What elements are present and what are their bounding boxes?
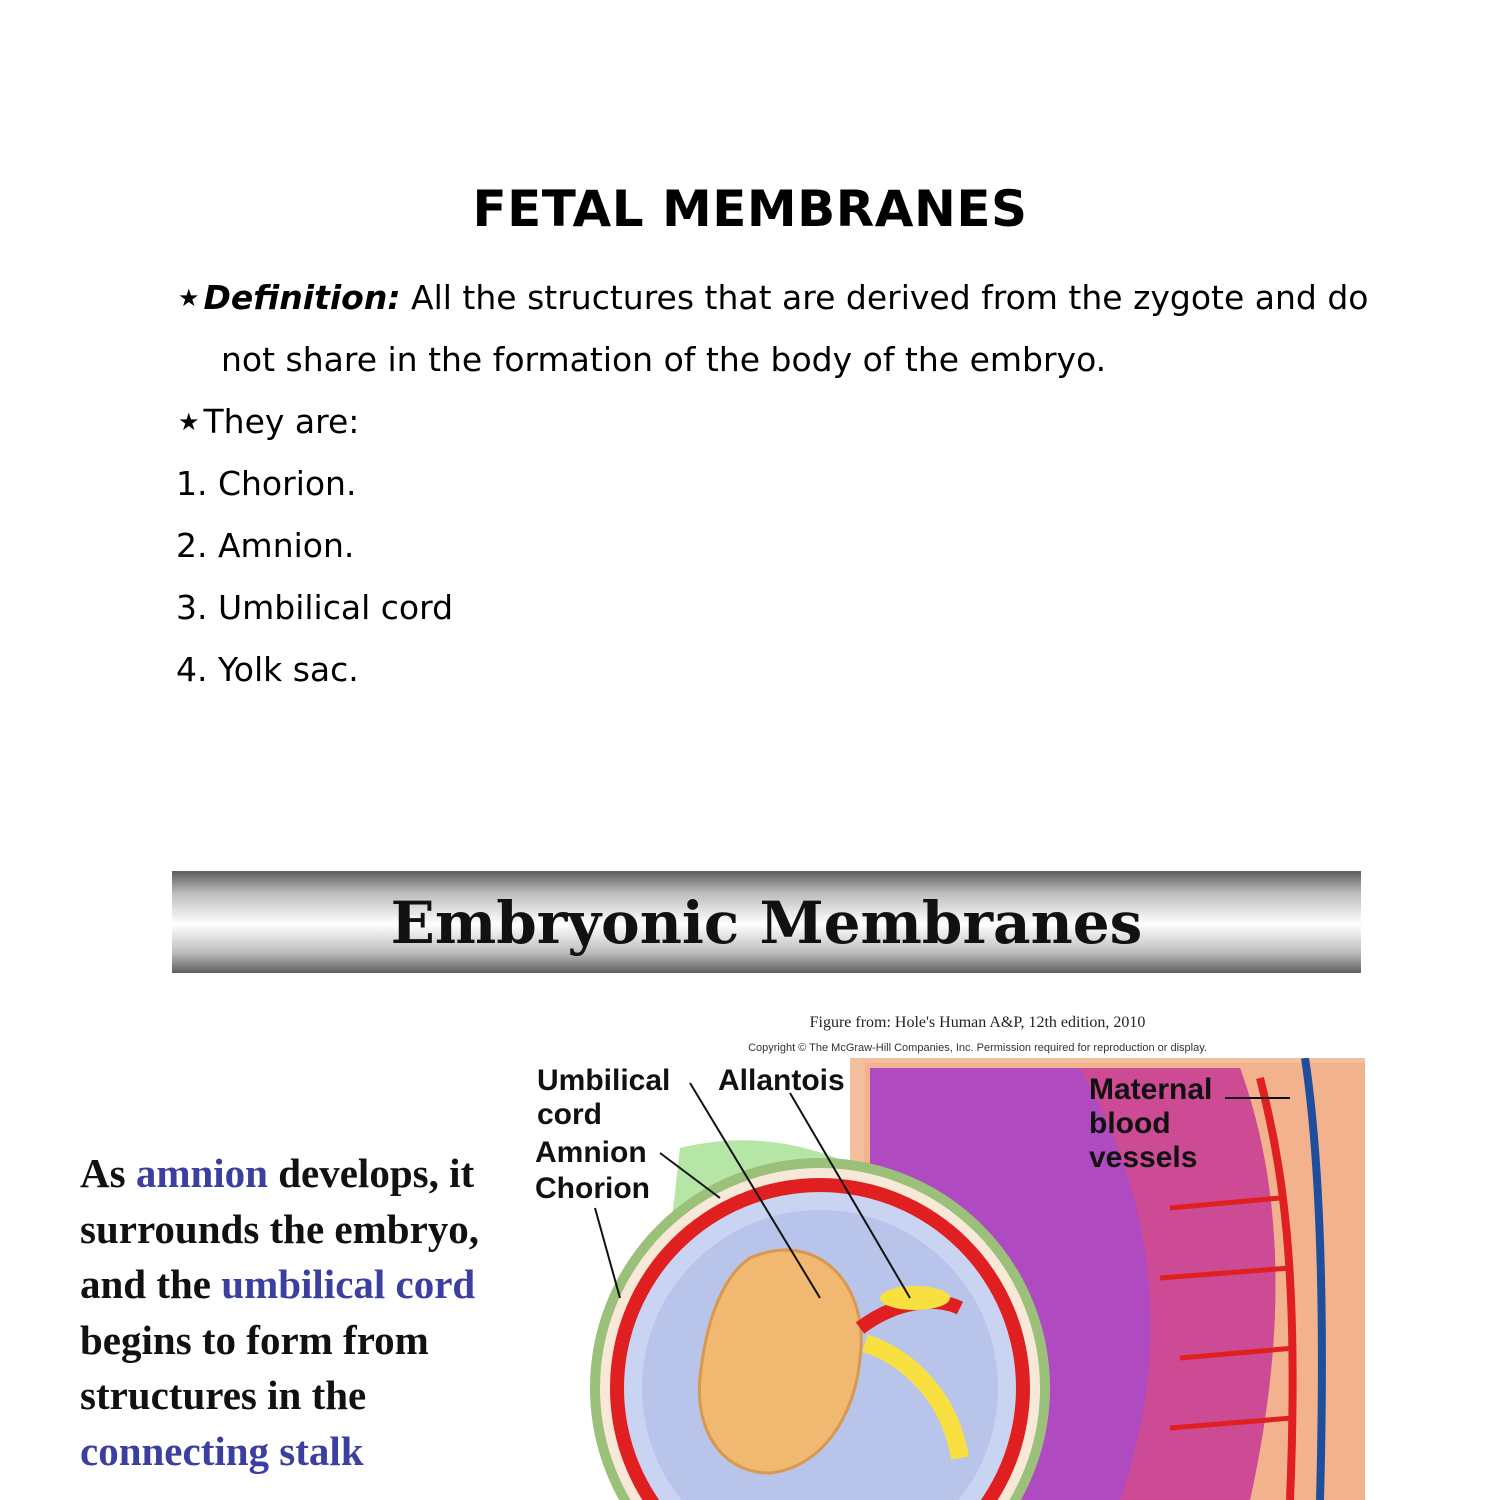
label-maternal-blood-vessels (1089, 1073, 1212, 1175)
definition-label: Definition: (203, 278, 401, 317)
slide-title: Embryonic Membranes (390, 889, 1143, 957)
label-text: Umbilical (537, 1064, 671, 1097)
definition-line-2: not share in the formation of the body of the embryo. (221, 340, 1107, 379)
label-chorion: Chorion (535, 1172, 650, 1205)
label-umbilical-cord (537, 1064, 670, 1132)
list-item: 2. Amnion. (176, 526, 355, 565)
body-text-part: As (80, 1150, 136, 1196)
body-text-part: begins to form from structures in the (80, 1316, 429, 1418)
label-text: Maternal (1089, 1073, 1213, 1106)
page-title: FETAL MEMBRANES (472, 180, 1028, 238)
definition-text-1: All the structures that are derived from the zygote and do (411, 278, 1369, 317)
star-bullet-icon: ★ (178, 408, 200, 436)
highlight-connecting-stalk: connecting stalk (80, 1427, 364, 1474)
slide-banner (172, 871, 1361, 973)
they-are-line (178, 402, 359, 441)
embryo-figure (520, 1058, 1370, 1500)
label-allantois: Allantois (718, 1064, 845, 1097)
label-text: vessels (1089, 1141, 1198, 1174)
star-bullet-icon: ★ (178, 284, 200, 312)
label-amnion: Amnion (535, 1136, 647, 1169)
label-text: blood (1089, 1107, 1171, 1140)
figure-caption: Figure from: Hole's Human A&P, 12th edition, 2010 (809, 1014, 1146, 1031)
list-item: 1. Chorion. (176, 464, 357, 503)
list-item: 3. Umbilical cord (176, 588, 454, 627)
slide-body-text (80, 1146, 510, 1479)
label-text: cord (537, 1098, 603, 1131)
highlight-umbilical-cord: umbilical cord (221, 1261, 476, 1307)
list-item: 4. Yolk sac. (176, 650, 359, 689)
body-text-part: develops, it surrounds the embryo, and the (80, 1150, 480, 1307)
they-are-text: They are: (203, 402, 360, 441)
highlight-amnion: amnion (135, 1150, 268, 1196)
definition-line-1 (178, 278, 1369, 317)
figure-copyright: Copyright © The McGraw-Hill Companies, Inc. Permission required for reproduction or display. (748, 1042, 1207, 1054)
